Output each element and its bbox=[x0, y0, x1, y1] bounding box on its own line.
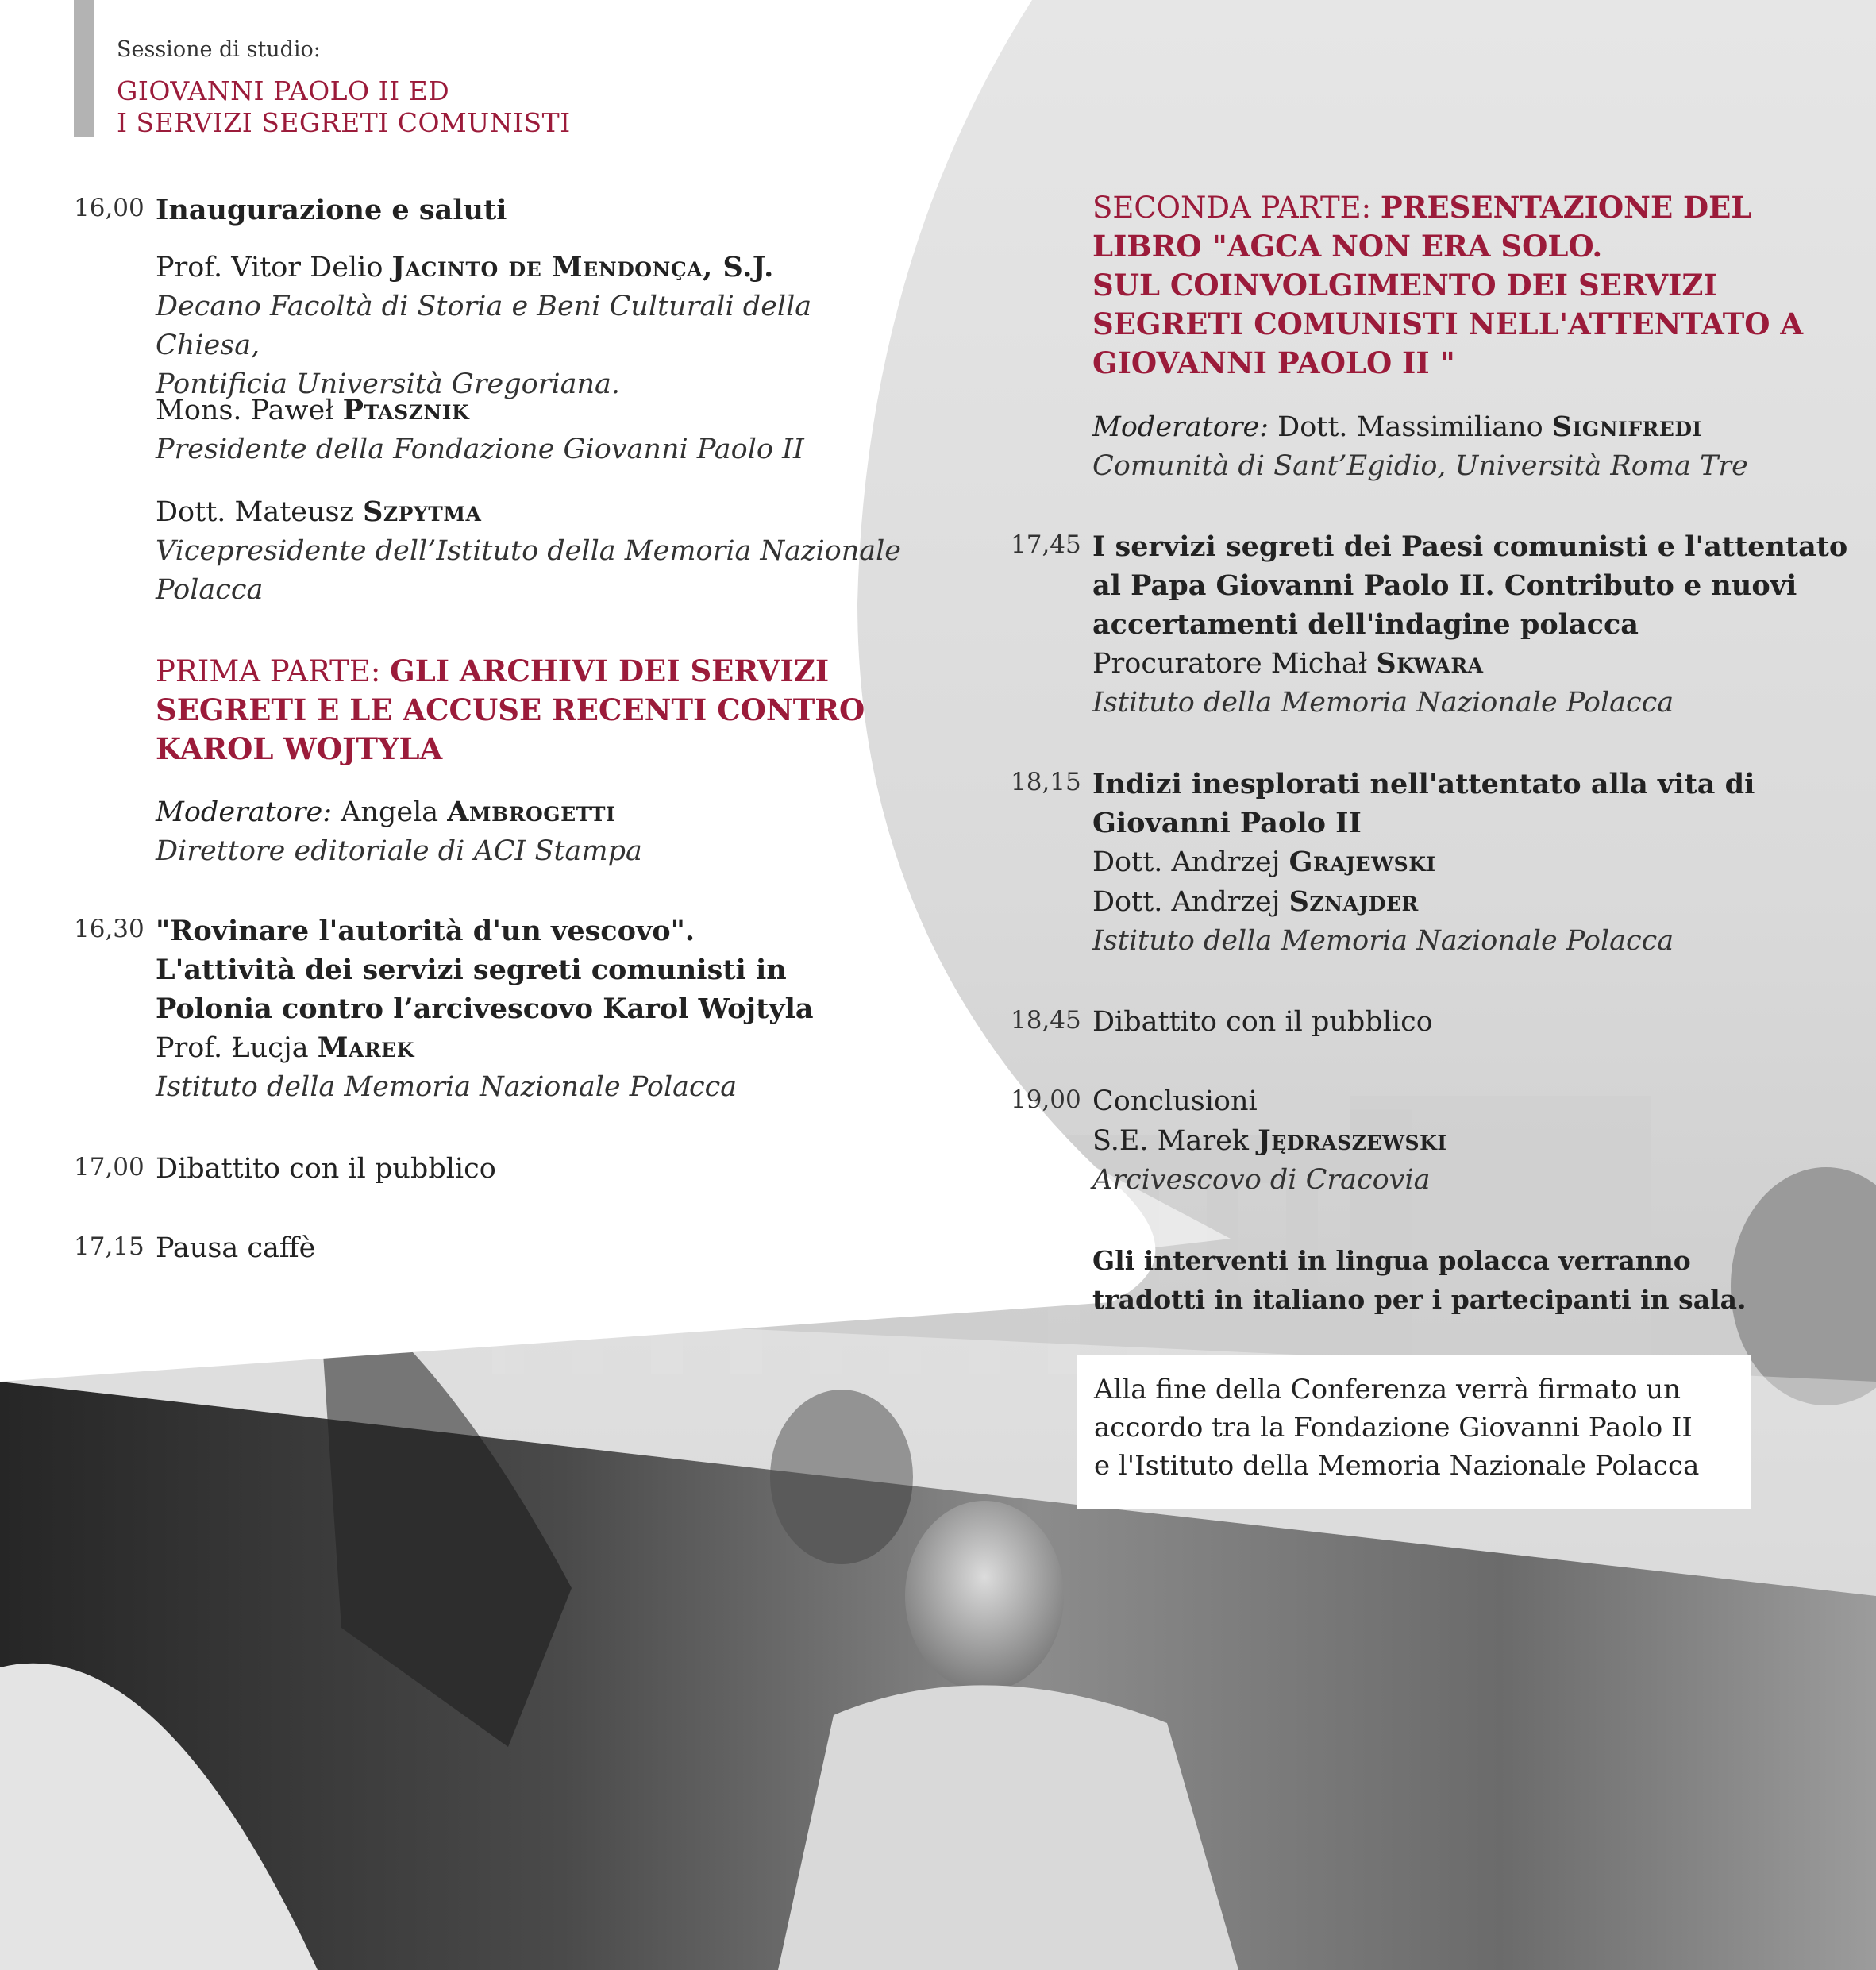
moderator-role: Comunità di Sant’Egidio, Università Roma Tre bbox=[1092, 450, 1748, 482]
talk-title: Giovanni Paolo II bbox=[1092, 807, 1362, 839]
agenda-text: Dibattito con il pubblico bbox=[156, 1153, 496, 1185]
time-label: 17,45 bbox=[1011, 530, 1081, 559]
moderator-role: Direttore editoriale di ACI Stampa bbox=[156, 835, 642, 867]
talk-title: "Rovinare l'autorità d'un vescovo". bbox=[156, 915, 695, 947]
talk-title: accertamenti dell'indagine polacca bbox=[1092, 608, 1639, 641]
speaker-name: Dott. Andrzej Grajewski bbox=[1092, 846, 1436, 878]
speaker-role: Presidente della Fondazione Giovanni Paolo II bbox=[156, 434, 804, 465]
speaker-name: Dott. Andrzej Sznajder bbox=[1092, 885, 1419, 918]
moderator-name: Moderatore: Dott. Massimiliano Signifredi bbox=[1092, 411, 1702, 443]
time-label: 17,15 bbox=[74, 1232, 144, 1261]
talk-title: Polonia contro l’arcivescovo Karol Wojtyla bbox=[156, 993, 814, 1025]
agreement-line: accordo tra la Fondazione Giovanni Paolo II bbox=[1094, 1412, 1693, 1444]
agenda-text: Conclusioni bbox=[1092, 1085, 1258, 1117]
talk-title: Indizi inesplorati nell'attentato alla vita di bbox=[1092, 768, 1755, 800]
agreement-line: Alla fine della Conferenza verrà firmato un bbox=[1094, 1374, 1681, 1405]
time-label: 16,30 bbox=[74, 915, 144, 943]
speaker-role: Pontificia Università Gregoriana. bbox=[156, 368, 621, 400]
session-title-line: I SERVIZI SEGRETI COMUNISTI bbox=[117, 107, 571, 138]
speaker-block bbox=[156, 492, 910, 610]
agreement-line: e l'Istituto della Memoria Nazionale Polacca bbox=[1094, 1450, 1700, 1482]
speaker-block bbox=[156, 248, 910, 404]
section-heading-part1: PRIMA PARTE: GLI ARCHIVI DEI SERVIZI SEGRETI E LE ACCUSE RECENTI CONTRO KAROL WOJTYLA bbox=[156, 653, 865, 766]
speaker-role: Decano Facoltà di Storia e Beni Culturali della Chiesa, bbox=[156, 291, 812, 361]
agenda-text: Dibattito con il pubblico bbox=[1092, 1006, 1433, 1038]
talk-title: al Papa Giovanni Paolo II. Contributo e nuovi bbox=[1092, 569, 1797, 602]
speaker-name: Mons. Paweł Ptasznik bbox=[156, 394, 470, 426]
agreement-note-box bbox=[1077, 1355, 1751, 1509]
session-title bbox=[117, 75, 571, 139]
time-label: 18,45 bbox=[1011, 1006, 1081, 1035]
speaker-role: Polacca bbox=[156, 574, 264, 606]
time-label: 19,00 bbox=[1011, 1085, 1081, 1114]
time-label: 16,00 bbox=[74, 194, 144, 222]
speaker-name: Prof. Vitor Delio Jacinto de Mendonça, S.J. bbox=[156, 251, 774, 283]
moderator-block bbox=[156, 792, 910, 871]
speaker-name: S.E. Marek Jędraszewski bbox=[1092, 1124, 1447, 1157]
talk-title: I servizi segreti dei Paesi comunisti e l'attentato bbox=[1092, 530, 1848, 563]
talk-title: L'attività dei servizi segreti comunisti in bbox=[156, 954, 787, 986]
section-heading-part2: SECONDA PARTE: PRESENTAZIONE DEL LIBRO "AGCA NON ERA SOLO. SUL COINVOLGIMENTO DEI SERVIZI SEGRETI COMUNISTI NELL'ATTENTATO A GIOVANNI PAOLO II " bbox=[1092, 190, 1804, 380]
time-label: 18,15 bbox=[1011, 768, 1081, 796]
speaker-role: Istituto della Memoria Nazionale Polacca bbox=[1092, 687, 1674, 719]
session-title-line: GIOVANNI PAOLO II ED bbox=[117, 75, 450, 106]
session-sidebar-bar bbox=[74, 0, 94, 137]
agenda-title: Inaugurazione e saluti bbox=[156, 194, 507, 226]
speaker-role: Vicepresidente dell’Istituto della Memoria Nazionale bbox=[156, 535, 902, 567]
speaker-name: Procuratore Michał Skwara bbox=[1092, 647, 1484, 680]
translation-note: Gli interventi in lingua polacca verranno tradotti in italiano per i partecipanti in sala. bbox=[1092, 1245, 1747, 1315]
agenda-text: Pausa caffè bbox=[156, 1232, 316, 1264]
speaker-role: Istituto della Memoria Nazionale Polacca bbox=[1092, 925, 1674, 957]
speaker-name: Dott. Mateusz Szpytma bbox=[156, 495, 482, 528]
moderator-name: Moderatore: Angela Ambrogetti bbox=[156, 796, 616, 828]
speaker-role: Arcivescovo di Cracovia bbox=[1092, 1164, 1431, 1196]
session-label: Sessione di studio: bbox=[117, 37, 321, 62]
moderator-block bbox=[1092, 407, 1855, 486]
speaker-role: Istituto della Memoria Nazionale Polacca bbox=[156, 1071, 738, 1103]
speaker-block bbox=[156, 391, 910, 469]
time-label: 17,00 bbox=[74, 1153, 144, 1182]
speaker-name: Prof. Łucja Marek bbox=[156, 1031, 414, 1064]
